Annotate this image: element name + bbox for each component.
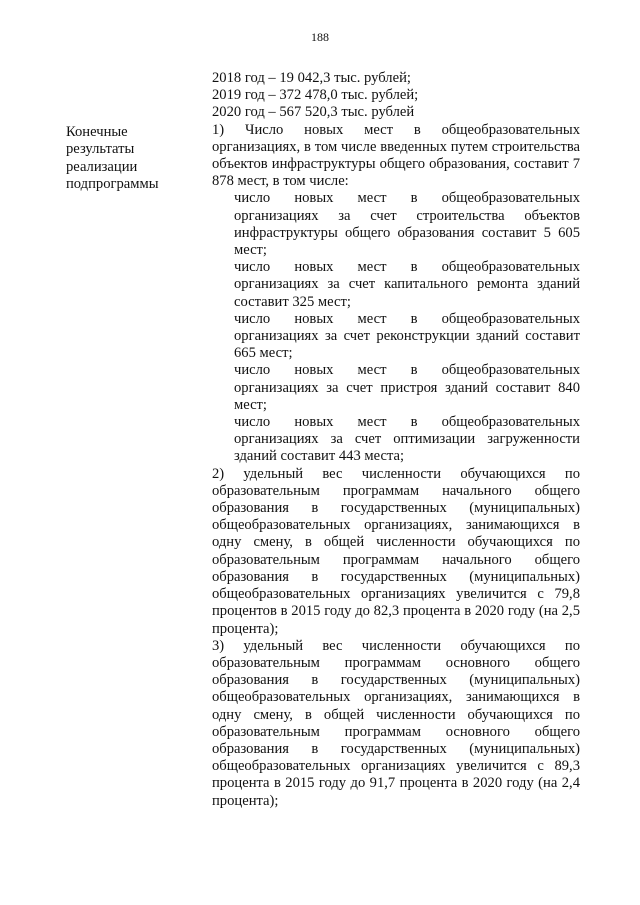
section-label	[66, 124, 196, 194]
item-1-subitem: число новых мест в общеобразовательных организациях за счет пристроя зданий составит 840 мест;	[234, 362, 580, 413]
section-label-line: подпрограммы	[66, 176, 159, 193]
item-3: 3) удельный вес численности обучающихся по образовательным программам основного общего образования в государственных (муниципальных) общеобразовательных организациях, занимающихся в одну смену, в общей численности обучающихся по образовательным программам основного общего образования в государственных (муниципальных) общеобразовательных организациях увеличится с 89,3 процента в 2015 году до 91,7 процента в 2020 году (на 2,4 процента);	[212, 637, 580, 809]
section-content	[212, 70, 580, 810]
section-label-line: реализации	[66, 158, 138, 175]
section-label-line: Конечные	[66, 124, 128, 140]
funding-line-2019: 2019 год – 372 478,0 тыс. рублей;	[212, 87, 419, 104]
item-1-subitem: число новых мест в общеобразовательных организациях за счет реконструкции зданий составит 665 мест;	[234, 310, 580, 362]
item-1-intro: 1) Число новых мест в общеобразовательных организациях, в том числе введенных путем строительства объектов инфраструктуры общего образования, составит 7 878 мест, в том числе:	[212, 121, 580, 190]
section-label-line: результаты	[66, 141, 135, 158]
item-2: 2) удельный вес численности обучающихся по образовательным программам начального общего образования в государственных (муниципальных) общеобразовательных организациях, занимающихся в одну смену, в общей численности обучающихся по образовательным программам начального общего образования в государственных (муниципальных) общеобразовательных организациях увеличится с 79,8 процентов в 2015 году до 82,3 процента в 2020 году (на 2,5 процента);	[212, 465, 580, 637]
item-1-subitem: число новых мест в общеобразовательных организациях за счет капитального ремонта зданий составит 325 мест;	[234, 259, 580, 310]
page-number: 188	[311, 30, 329, 44]
item-1-subitem: число новых мест в общеобразовательных организациях за счет оптимизации загруженности зданий составит 443 места;	[234, 414, 580, 465]
funding-line-2018: 2018 год – 19 042,3 тыс. рублей;	[212, 70, 411, 86]
item-1-subitem: число новых мест в общеобразовательных организациях за счет строительства объектов инфраструктуры общего образования составит 5 605 мест;	[234, 190, 580, 259]
funding-line-2020: 2020 год – 567 520,3 тыс. рублей	[212, 104, 415, 121]
